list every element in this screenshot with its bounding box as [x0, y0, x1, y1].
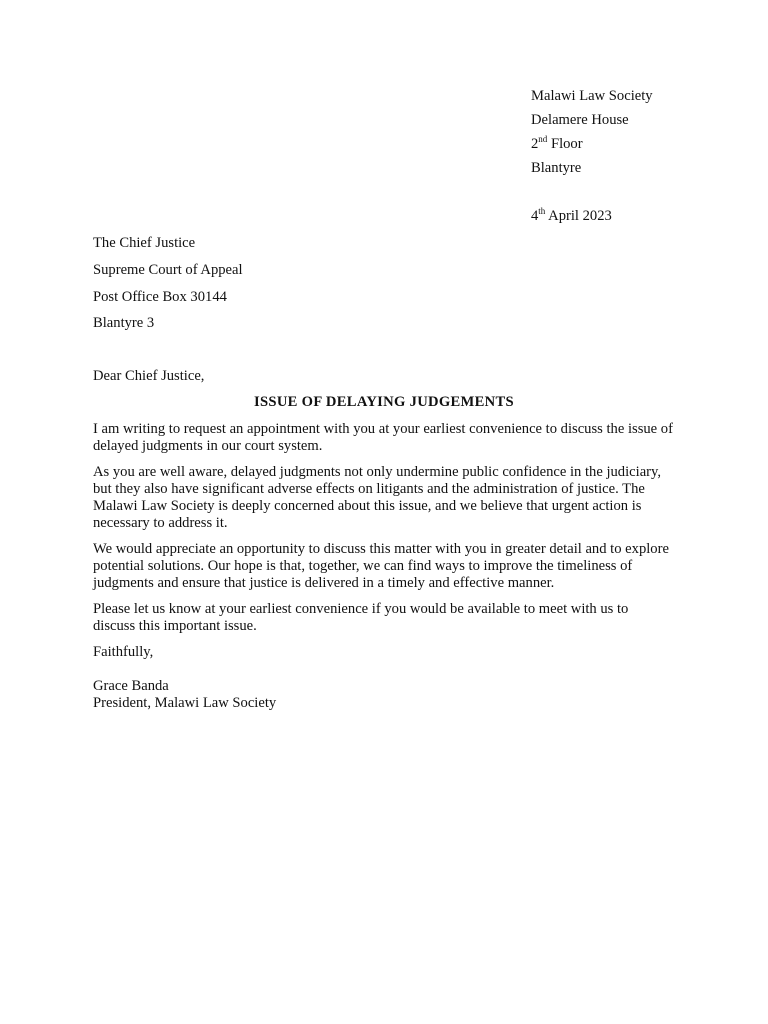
body-paragraph-4: Please let us know at your earliest convenience if you would be available to meet with us to discuss this important issue. — [93, 601, 629, 634]
body-paragraph-1: I am writing to request an appointment with you at your earliest convenience to discuss the issue of delayed judgments in our court system. — [93, 421, 673, 454]
closing: Faithfully, — [93, 644, 154, 660]
sender-address-line-4: Blantyre — [531, 160, 582, 176]
recipient-line-2: Supreme Court of Appeal — [93, 262, 243, 278]
sender-address-line-2: Delamere House — [531, 112, 629, 128]
sender-address-line-1: Malawi Law Society — [531, 88, 653, 104]
recipient-line-4: Blantyre 3 — [93, 315, 155, 331]
body-paragraph-3: We would appreciate an opportunity to discuss this matter with you in greater detail and to explore potential solutions. Our hope is that, together, we can find ways to improve the timeliness of judgments and ensure that justice is delivered in a timely and effective manner. — [93, 541, 669, 591]
letter-subject: ISSUE OF DELAYING JUDGEMENTS — [254, 394, 514, 410]
salutation: Dear Chief Justice, — [93, 368, 205, 384]
floor-ordinal: nd — [538, 134, 548, 144]
recipient-line-1: The Chief Justice — [93, 235, 196, 251]
date-rest: April 2023 — [548, 208, 612, 224]
floor-word: Floor — [550, 136, 583, 152]
sender-address-line-3 — [531, 136, 583, 153]
date-day: 4 — [531, 208, 539, 224]
signatory-name: Grace Banda — [93, 678, 169, 694]
recipient-line-3: Post Office Box 30144 — [93, 289, 227, 305]
body-paragraph-2: As you are well aware, delayed judgments not only undermine public confidence in the judiciary, but they also have significant adverse effects on litigants and the administration of justice. The Malawi Law Society is deeply concerned about this issue, and we believe that urgent action is necessary to address it. — [93, 464, 662, 531]
letter-date — [531, 208, 612, 225]
signatory-title: President, Malawi Law Society — [93, 695, 277, 711]
floor-number: 2 — [531, 136, 539, 152]
date-day-ordinal: th — [538, 206, 546, 216]
